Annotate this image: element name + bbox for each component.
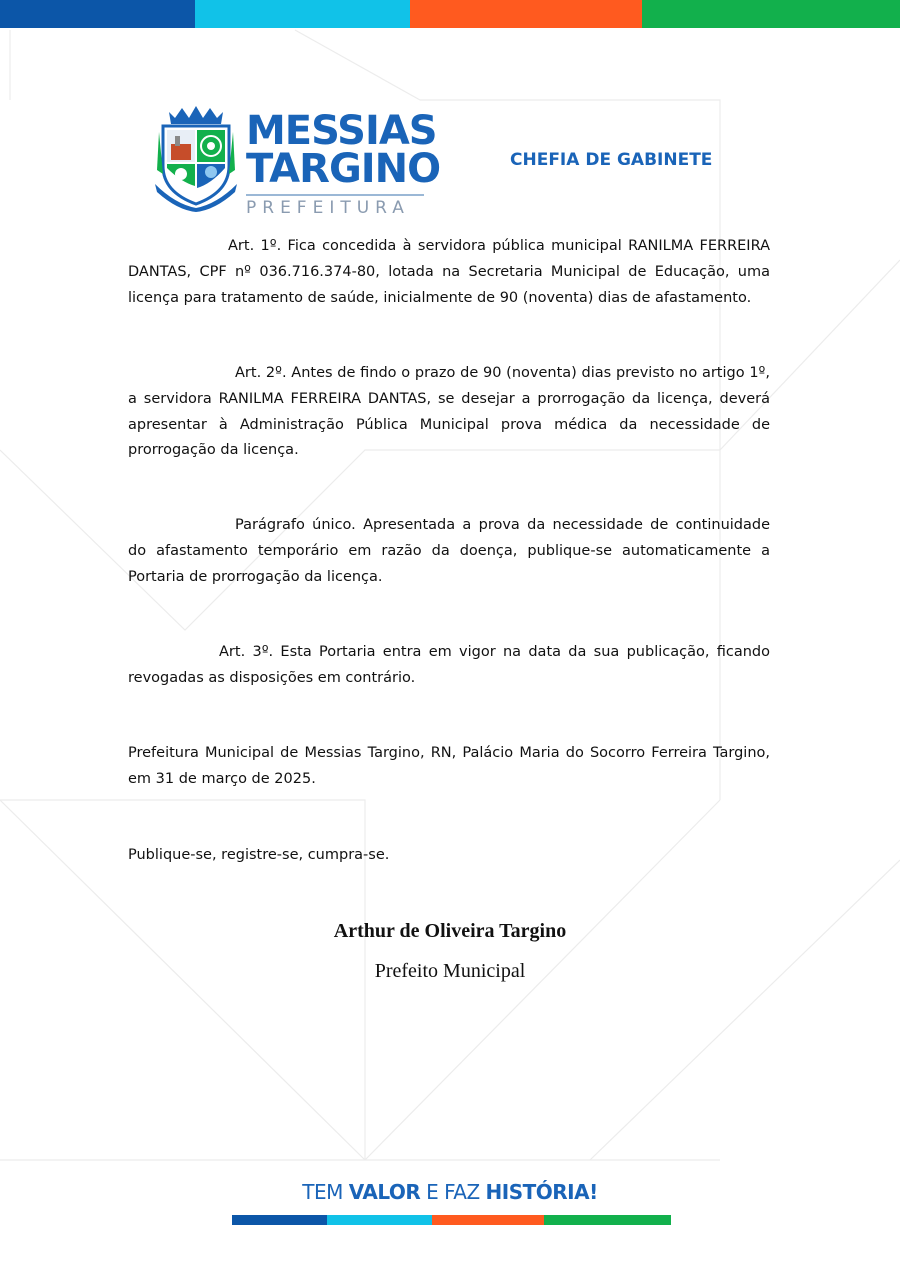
- article-2-text: Art. 2º. Antes de findo o prazo de 90 (noventa) dias previsto no artigo 1º, a servidora RANILMA FERREIRA DANTAS, se desejar a prorrogação da licença, deverá apresentar à Administração Pública Municipal prova médica da necessidade de prorrogação da licença.: [128, 365, 770, 459]
- sole-paragraph: [128, 513, 770, 590]
- bottom-color-bar: [232, 1215, 671, 1225]
- sole-paragraph-text: Parágrafo único. Apresentada a prova da necessidade de continuidade do afastamento temporário em razão da doença, publique-se automaticamente a Portaria de prorrogação da licença.: [128, 517, 770, 585]
- article-2: [128, 361, 770, 464]
- slogan-part-1: TEM: [302, 1180, 349, 1204]
- slogan-part-3: E FAZ: [420, 1180, 486, 1204]
- brand-divider: [246, 194, 424, 196]
- top-bar-green: [642, 0, 900, 28]
- article-3-text: Art. 3º. Esta Portaria entra em vigor na data da sua publicação, ficando revogadas as disposições em contrário.: [128, 644, 770, 686]
- bottom-bar-orange: [432, 1215, 544, 1225]
- slogan-part-2: VALOR: [348, 1180, 421, 1204]
- top-bar-orange: [410, 0, 642, 28]
- closing-formula-text: Publique-se, registre-se, cumpra-se.: [128, 847, 390, 863]
- article-3: [128, 640, 770, 692]
- brand-wordmark: [246, 108, 441, 218]
- top-bar-cyan: [195, 0, 410, 28]
- department-title: CHEFIA DE GABINETE: [510, 150, 713, 170]
- closing-formula: [128, 843, 770, 869]
- signatory-role: Prefeito Municipal: [374, 960, 526, 982]
- article-1-text: Art. 1º. Fica concedida à servidora pública municipal RANILMA FERREIRA DANTAS, CPF nº 036.716.374-80, lotada na Secretaria Municipal de Educação, uma licença para tratamento de saúde, inicialmente de 90 (noventa) dias de afastamento.: [128, 238, 770, 306]
- brand-name-line2: TARGINO: [246, 146, 441, 192]
- coat-of-arms-logo: [155, 104, 237, 212]
- article-1: [128, 234, 770, 311]
- footer-slogan: [0, 1180, 900, 1204]
- bottom-bar-blue: [232, 1215, 327, 1225]
- top-color-bar: [0, 0, 900, 28]
- bottom-bar-cyan: [327, 1215, 432, 1225]
- location-date-text: Prefeitura Municipal de Messias Targino, RN, Palácio Maria do Socorro Ferreira Targino, em 31 de março de 2025.: [128, 745, 770, 787]
- signatory-name: Arthur de Oliveira Targino: [333, 920, 567, 942]
- brand-name-line1: MESSIAS: [246, 108, 437, 154]
- brand-subtitle: PREFEITURA: [246, 198, 410, 218]
- bottom-bar-green: [544, 1215, 671, 1225]
- top-bar-blue: [0, 0, 195, 28]
- location-date: [128, 741, 770, 793]
- slogan-part-4: HISTÓRIA!: [485, 1180, 598, 1204]
